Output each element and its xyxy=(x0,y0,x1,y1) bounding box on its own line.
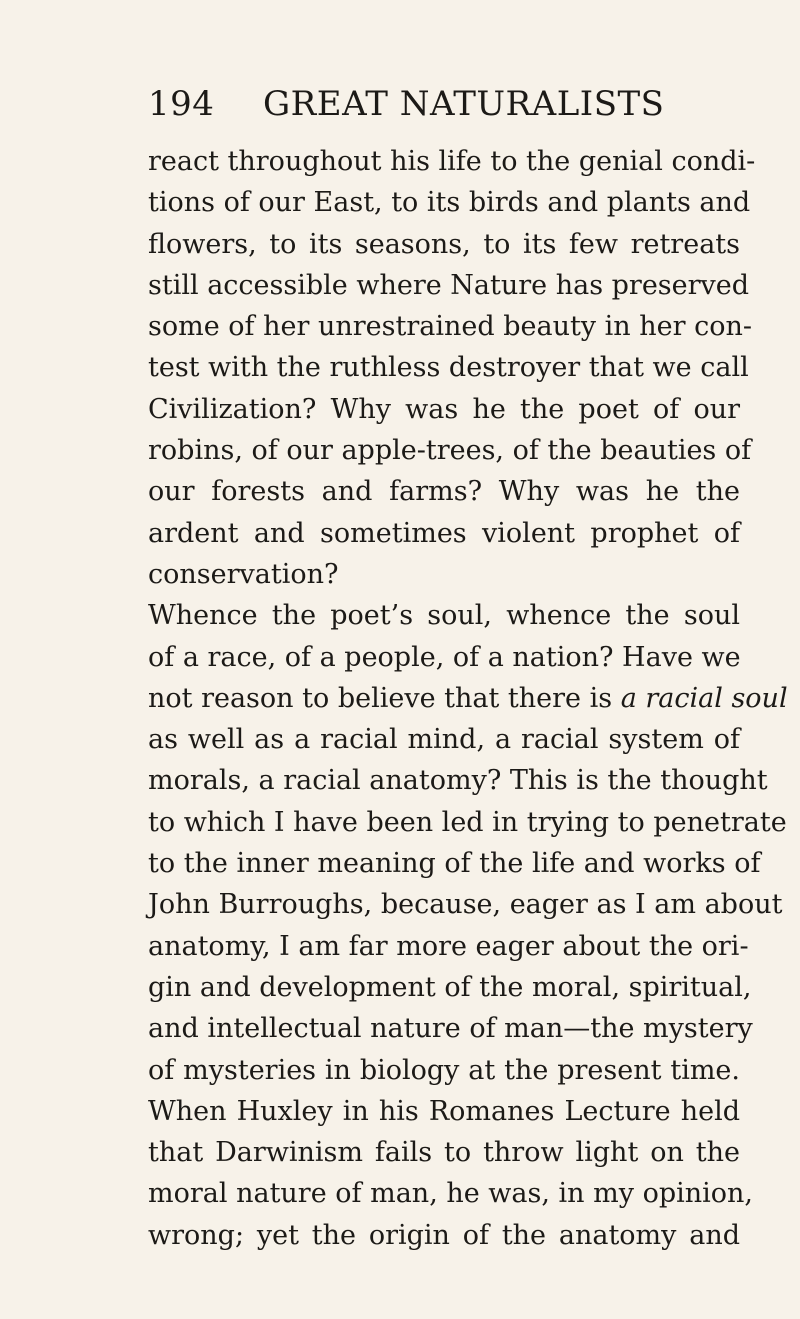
text-line: test with the ruthless destroyer that we call xyxy=(148,352,749,384)
text-line: and intellectual nature of man—the mystery xyxy=(148,1013,753,1045)
italic-phrase: a racial soul xyxy=(620,682,788,714)
running-head xyxy=(148,78,740,130)
text-line: flowers, to its seasons, to its few retreats xyxy=(148,228,740,260)
page-number: 194 xyxy=(148,84,215,124)
text-line xyxy=(148,678,788,719)
book-page xyxy=(148,78,788,1256)
text-line: of a race, of a people, of a nation? Have we xyxy=(148,641,741,673)
text-line: wrong; yet the origin of the anatomy and xyxy=(148,1219,740,1251)
running-title: GREAT NATURALISTS xyxy=(263,84,665,124)
text-line: our forests and farms? Why was he the xyxy=(148,476,740,508)
text-line: of mysteries in biology at the present time. xyxy=(148,1054,740,1086)
text-line: ardent and sometimes violent prophet of xyxy=(148,517,740,549)
text-line: as well as a racial mind, a racial system of xyxy=(148,724,740,756)
text-line: gin and development of the moral, spiritual, xyxy=(148,971,752,1003)
text-run: not reason to believe that there is xyxy=(148,682,621,714)
text-line: moral nature of man, he was, in my opinion, xyxy=(148,1178,754,1210)
text-line: to the inner meaning of the life and works of xyxy=(148,848,761,880)
text-line: anatomy, I am far more eager about the ori- xyxy=(148,930,749,962)
text-line: that Darwinism fails to throw light on the xyxy=(148,1137,740,1169)
text-line: Whence the poet’s soul, whence the soul xyxy=(148,600,740,632)
text-line: to which I have been led in trying to penetrate xyxy=(148,806,787,838)
body-text xyxy=(148,141,788,1256)
text-line: John Burroughs, because, eager as I am about xyxy=(148,889,783,921)
text-line: robins, of our apple-trees, of the beauties of xyxy=(148,435,752,467)
text-line: When Huxley in his Romanes Lecture held xyxy=(148,1095,740,1127)
text-line: still accessible where Nature has preserved xyxy=(148,269,750,301)
text-line: react throughout his life to the genial condi- xyxy=(148,146,756,177)
text-line: some of her unrestrained beauty in her con- xyxy=(148,311,752,343)
text-line: morals, a racial anatomy? This is the thought xyxy=(148,765,768,797)
text-line: tions of our East, to its birds and plants and xyxy=(148,187,751,219)
text-line: Civilization? Why was he the poet of our xyxy=(148,393,740,425)
text-line: conservation? xyxy=(148,558,339,590)
